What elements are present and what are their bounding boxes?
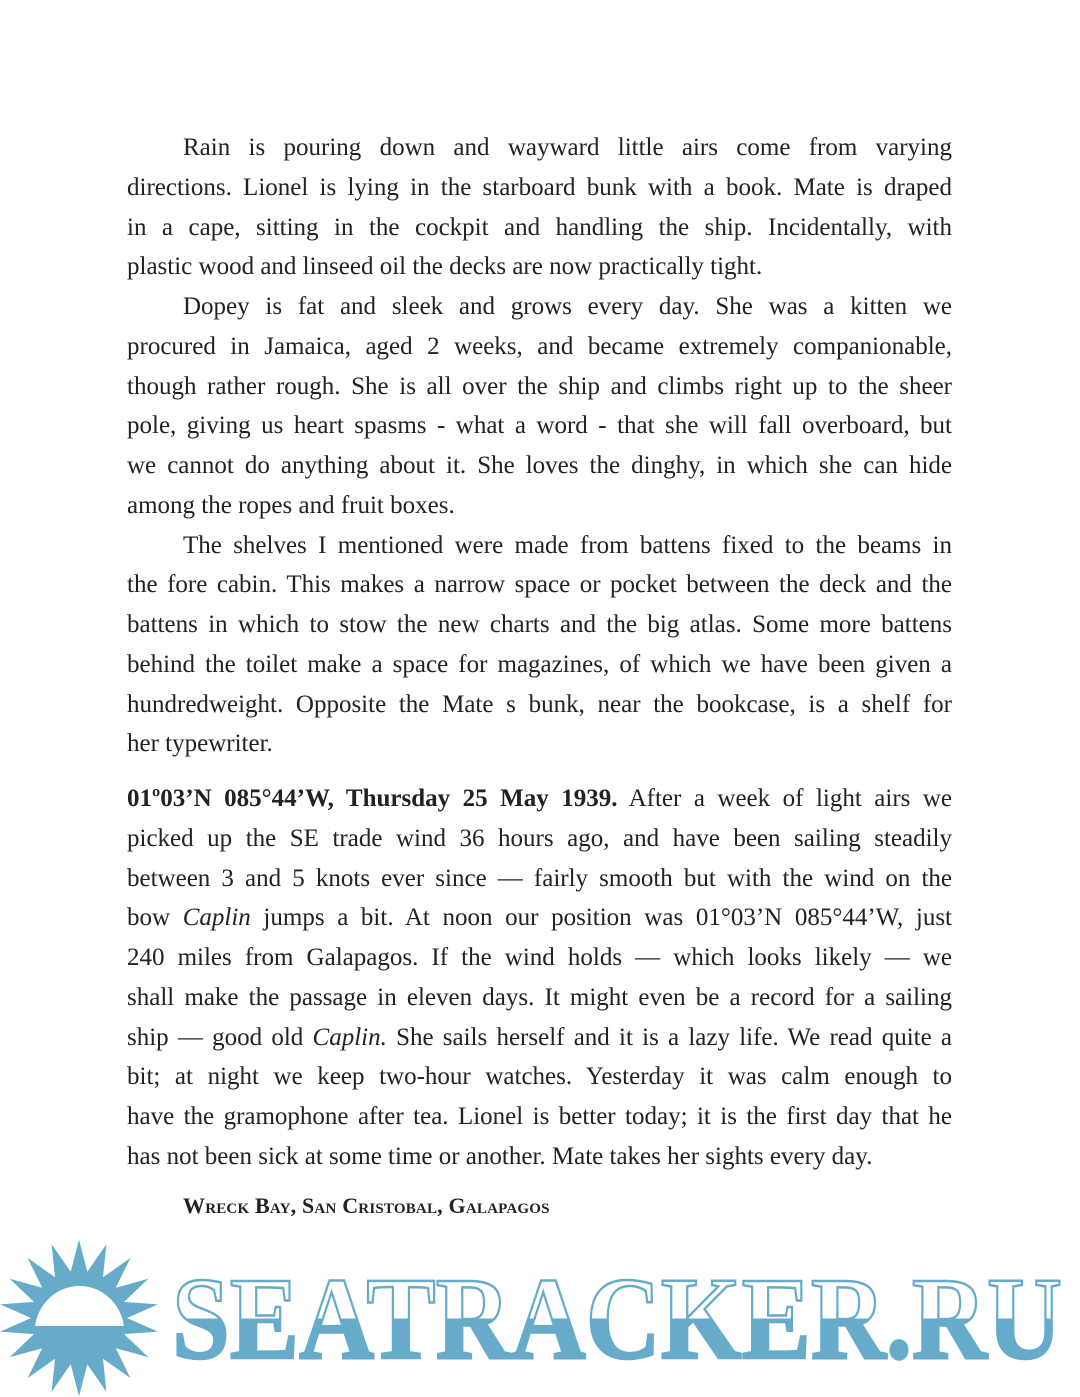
text-line: shall make the passage in eleven days. It might even be a record for a sailing bbox=[127, 983, 952, 1011]
text-line: has not been sick at some time or another. Mate takes her sights every day. bbox=[127, 1142, 873, 1170]
entry-dateline: 01º03’N 085°44’W, Thursday 25 May 1939. bbox=[127, 785, 618, 812]
text-line: though rather rough. She is all over the ship and climbs right up to the sheer bbox=[127, 372, 952, 400]
text-line: battens in which to stow the new charts and the big atlas. Some more battens bbox=[127, 611, 952, 638]
text-line: pole, giving us heart spasms - what a word - that she will fall overboard, but bbox=[127, 412, 952, 440]
text-line: between 3 and 5 knots ever since — fairly smooth but with the wind on the bbox=[127, 864, 952, 892]
text-line: bow Caplin jumps a bit. At noon our position was 01°03’N 085°44’W, just bbox=[127, 904, 952, 932]
text-line: ship — good old Caplin. She sails herself and it is a lazy life. We read quite a bbox=[127, 1023, 952, 1051]
text-line: her typewriter. bbox=[127, 730, 273, 758]
text-line: the fore cabin. This makes a narrow space or pocket between the deck and the bbox=[127, 571, 952, 599]
text-line: directions. Lionel is lying in the starboard bunk with a book. Mate is draped bbox=[127, 173, 952, 201]
text-line: have the gramophone after tea. Lionel is better today; it is the first day that he bbox=[127, 1103, 952, 1130]
body-text bbox=[127, 128, 952, 1177]
text-line-content: After a week of light airs we bbox=[617, 785, 953, 812]
sun-icon bbox=[0, 1240, 158, 1397]
text-line: plastic wood and linseed oil the decks are now practically tight. bbox=[127, 253, 763, 281]
text-line: The shelves I mentioned were made from battens fixed to the beams in bbox=[183, 531, 952, 559]
text-line: among the ropes and fruit boxes. bbox=[127, 491, 455, 519]
section-heading: Wreck Bay, San Cristobal, Galapagos bbox=[183, 1193, 550, 1218]
text-line: in a cape, sitting in the cockpit and handling the ship. Incidentally, with bbox=[127, 213, 952, 241]
text-line: procured in Jamaica, aged 2 weeks, and became extremely companionable, bbox=[127, 332, 952, 360]
text-line: we cannot do anything about it. She loves the dinghy, in which she can hide bbox=[127, 452, 952, 479]
text-line: Rain is pouring down and wayward little airs come from varying bbox=[183, 134, 952, 161]
text-line: Dopey is fat and sleek and grows every day. She was a kitten we bbox=[183, 293, 952, 320]
text-line: 240 miles from Galapagos. If the wind holds — which looks likely — we bbox=[127, 944, 952, 971]
text-line: picked up the SE trade wind 36 hours ago, and have been sailing steadily bbox=[127, 824, 952, 852]
text-line: hundredweight. Opposite the Mate s bunk, near the bookcase, is a shelf for bbox=[127, 690, 952, 718]
watermark-logo bbox=[0, 1238, 1080, 1397]
text-line: bit; at night we keep two-hour watches. Yesterday it was calm enough to bbox=[127, 1063, 952, 1091]
text-line: behind the toilet make a space for magazines, of which we have been given a bbox=[127, 650, 952, 678]
watermark-text: SEATRACKER.RU bbox=[172, 1253, 1062, 1384]
text-line bbox=[127, 779, 952, 819]
